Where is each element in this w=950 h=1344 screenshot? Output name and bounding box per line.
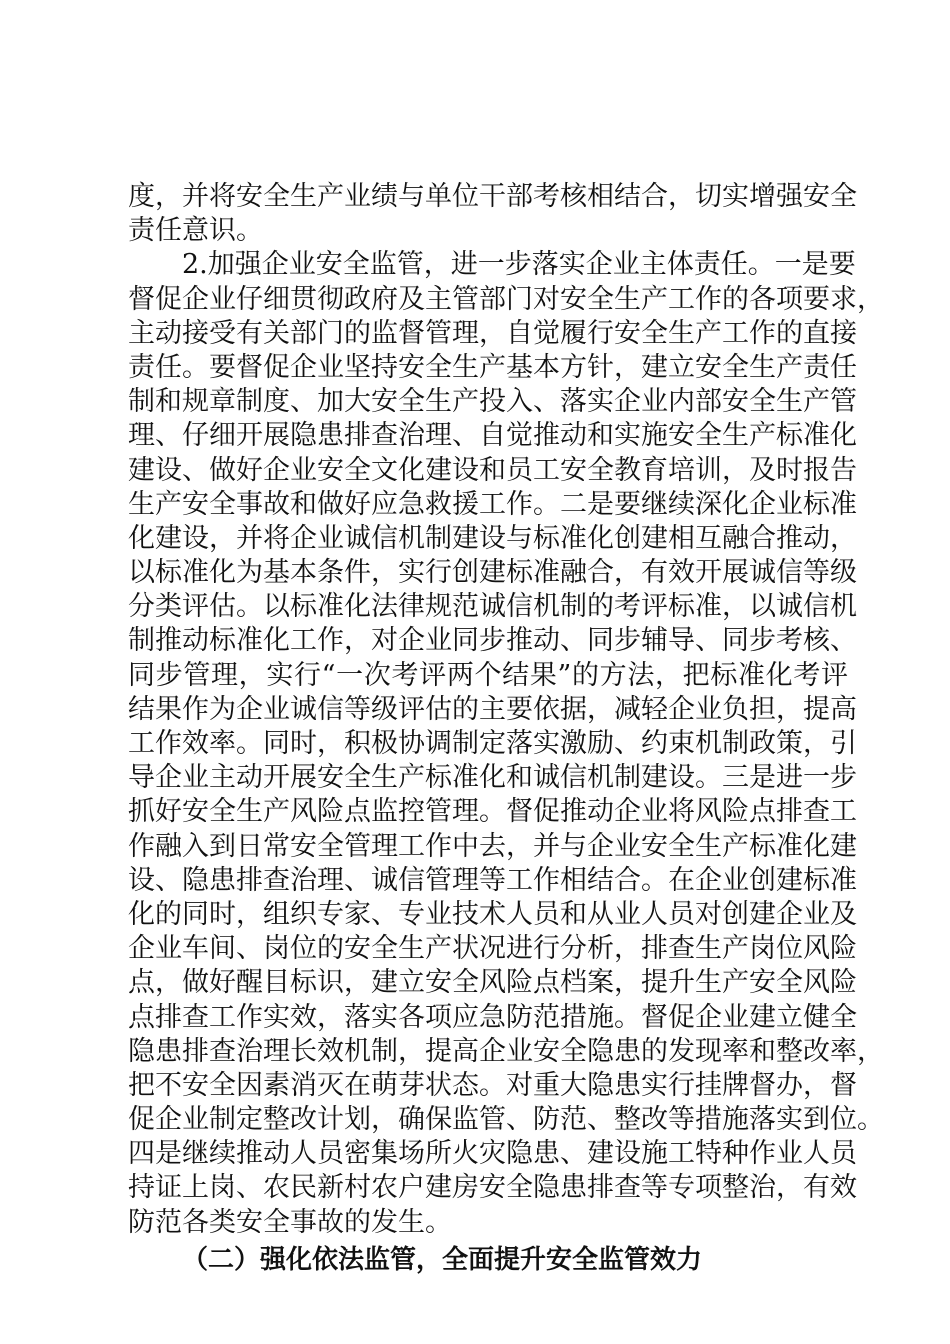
text-line-7: 制和规章制度、加大安全生产投入、落实企业内部安全生产管 bbox=[128, 386, 857, 418]
text-line-29: 四是继续推动人员密集场所火灾隐患、建设施工特种作业人员 bbox=[128, 1138, 857, 1170]
document-body bbox=[128, 180, 884, 1278]
text-line-10: 生产安全事故和做好应急救援工作。二是要继续深化企业标准 bbox=[128, 488, 857, 520]
text-line-27: 把不安全因素消灭在萌芽状态。对重大隐患实行挂牌督办，督 bbox=[128, 1069, 857, 1101]
text-line-12: 以标准化为基本条件，实行创建标准融合，有效开展诚信等级 bbox=[128, 557, 857, 589]
text-line-22: 化的同时，组织专家、专业技术人员和从业人员对创建企业及 bbox=[128, 898, 857, 930]
text-line-21: 设、隐患排查治理、诚信管理等工作相结合。在企业创建标准 bbox=[128, 864, 857, 896]
text-line-5: 主动接受有关部门的监督管理，自觉履行安全生产工作的直接 bbox=[128, 317, 857, 349]
text-line-26: 隐患排查治理长效机制，提高企业安全隐患的发现率和整改率， bbox=[128, 1035, 884, 1067]
text-line-8: 理、仔细开展隐患排查治理、自觉推动和实施安全生产标准化 bbox=[128, 420, 857, 452]
section-heading: （二）强化依法监管，全面提升安全监管效力 bbox=[182, 1244, 703, 1275]
text-line-20: 作融入到日常安全管理工作中去，并与企业安全生产标准化建 bbox=[128, 830, 857, 862]
text-line-1: 度，并将安全生产业绩与单位干部考核相结合，切实增强安全 bbox=[128, 181, 857, 212]
text-line-11: 化建设，并将企业诚信机制建设与标准化创建相互融合推动， bbox=[128, 522, 857, 554]
text-line-3: 2.加强企业安全监管，进一步落实企业主体责任。一是要 bbox=[182, 249, 856, 281]
text-line-30: 持证上岗、农民新村农户建房安全隐患排查等专项整治，有效 bbox=[128, 1172, 857, 1204]
text-line-23: 企业车间、岗位的安全生产状况进行分析，排查生产岗位风险 bbox=[128, 933, 857, 965]
text-line-24: 点，做好醒目标识，建立安全风险点档案，提升生产安全风险 bbox=[128, 967, 857, 999]
text-line-6: 责任。要督促企业坚持安全生产基本方针，建立安全生产责任 bbox=[128, 351, 857, 383]
text-line-15: 同步管理，实行“一次考评两个结果”的方法，把标准化考评 bbox=[128, 659, 848, 691]
text-line-25: 点排查工作实效，落实各项应急防范措施。督促企业建立健全 bbox=[128, 1001, 857, 1033]
text-line-9: 建设、做好企业安全文化建设和员工安全教育培训，及时报告 bbox=[128, 454, 857, 486]
text-line-16: 结果作为企业诚信等级评估的主要依据，减轻企业负担，提高 bbox=[128, 693, 857, 725]
text-line-31: 防范各类安全事故的发生。 bbox=[128, 1206, 452, 1238]
text-line-17: 工作效率。同时，积极协调制定落实激励、约束机制政策，引 bbox=[128, 728, 857, 759]
text-line-14: 制推动标准化工作，对企业同步推动、同步辅导、同步考核、 bbox=[128, 625, 857, 657]
text-line-4: 督促企业仔细贯彻政府及主管部门对安全生产工作的各项要求， bbox=[128, 283, 884, 315]
text-line-19: 抓好安全生产风险点监控管理。督促推动企业将风险点排查工 bbox=[128, 796, 857, 828]
text-line-28: 促企业制定整改计划，确保监管、防范、整改等措施落实到位。 bbox=[128, 1104, 884, 1136]
text-line-13: 分类评估。以标准化法律规范诚信机制的考评标准，以诚信机 bbox=[128, 591, 857, 623]
text-line-2: 责任意识。 bbox=[128, 215, 263, 247]
text-line-18: 导企业主动开展安全生产标准化和诚信机制建设。三是进一步 bbox=[128, 762, 857, 794]
